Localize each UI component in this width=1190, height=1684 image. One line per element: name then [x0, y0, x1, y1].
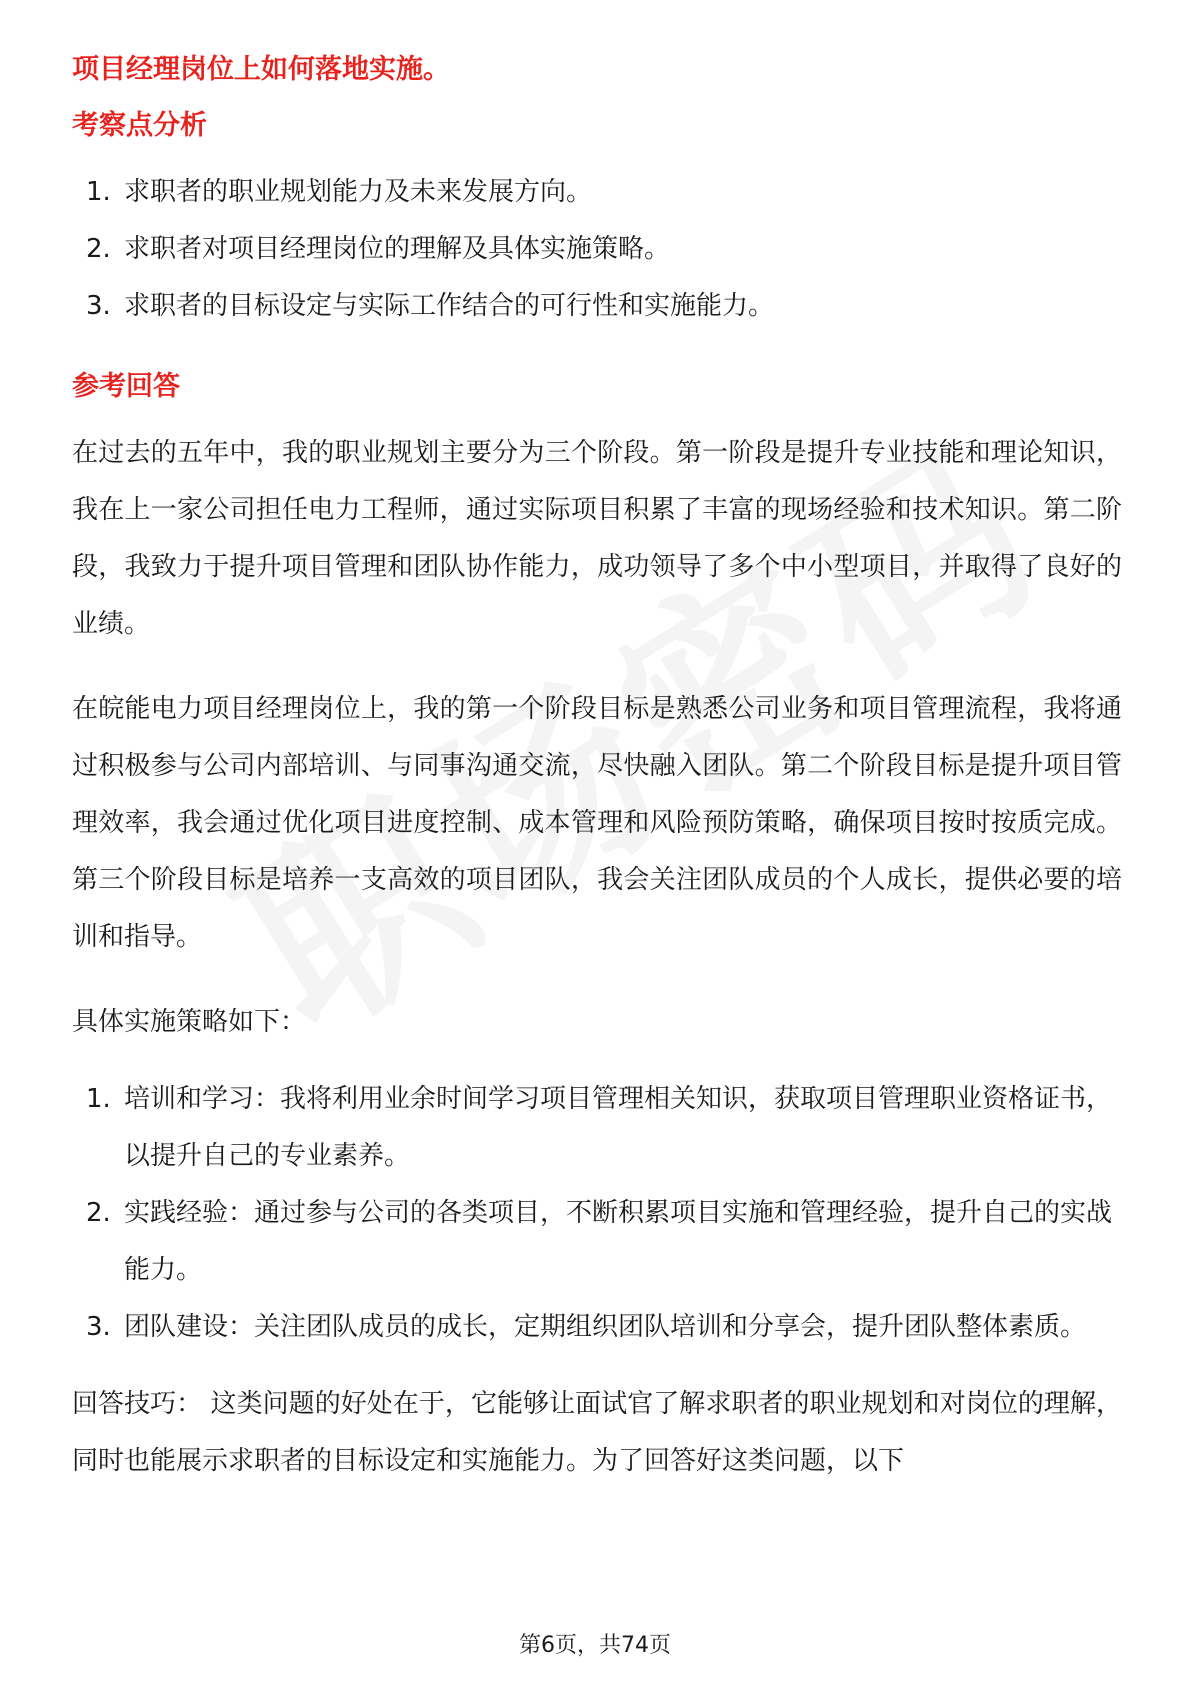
- answer-heading: 参考回答: [72, 371, 180, 402]
- answer-paragraph-1: 在过去的五年中，我的职业规划主要分为三个阶段。第一阶段是提升专业技能和理论知识，我在上一家公司担任电力工程师，通过实际项目积累了丰富的现场经验和技术知识。第二阶段，我致力于提升项目管理和团队协作能力，成功领导了多个中小型项目，并取得了良好的业绩。: [72, 438, 1122, 639]
- list-item-text: 团队建设：关注团队成员的成长，定期组织团队培训和分享会，提升团队整体素质。: [124, 1312, 1087, 1342]
- list-number: 2.: [86, 1198, 111, 1228]
- list-item: [72, 1071, 1122, 1185]
- document-page: [72, 52, 1122, 1490]
- list-number: 2.: [86, 234, 111, 264]
- list-item: [72, 164, 1122, 221]
- list-item-text: 实践经验：通过参与公司的各类项目，不断积累项目实施和管理经验，提升自己的实战能力。: [124, 1198, 1113, 1285]
- list-item: [72, 221, 1122, 278]
- list-number: 3.: [86, 291, 111, 321]
- list-item: [72, 278, 1122, 335]
- list-number: 1.: [86, 1084, 111, 1114]
- page-title: 项目经理岗位上如何落地实施。: [72, 54, 450, 85]
- list-item-text: 培训和学习：我将利用业余时间学习项目管理相关知识，获取项目管理职业资格证书，以提升自己的专业素养。: [124, 1084, 1113, 1171]
- page-footer: 第6页，共74页: [519, 1633, 671, 1658]
- strategy-intro: 具体实施策略如下：: [72, 1007, 307, 1037]
- list-item: [72, 1299, 1122, 1356]
- list-number: 1.: [86, 177, 111, 207]
- list-item-text: 求职者的目标设定与实际工作结合的可行性和实施能力。: [124, 291, 775, 321]
- analysis-list: [72, 164, 1122, 335]
- answer-paragraph-2: 在皖能电力项目经理岗位上，我的第一个阶段目标是熟悉公司业务和项目管理流程，我将通过积极参与公司内部培训、与同事沟通交流，尽快融入团队。第二个阶段目标是提升项目管理效率，我会通过优化项目进度控制、成本管理和风险预防策略，确保项目按时按质完成。第三个阶段目标是培养一支高效的项目团队，我会关注团队成员的个人成长，提供必要的培训和指导。: [72, 694, 1122, 952]
- list-number: 3.: [86, 1312, 111, 1342]
- list-item: [72, 1185, 1122, 1299]
- answer-tips: 回答技巧： 这类问题的好处在于，它能够让面试官了解求职者的职业规划和对岗位的理解，同时也能展示求职者的目标设定和实施能力。为了回答好这类问题，以下: [72, 1389, 1122, 1476]
- list-item-text: 求职者的职业规划能力及未来发展方向。: [124, 177, 593, 207]
- list-item-text: 求职者对项目经理岗位的理解及具体实施策略。: [124, 234, 671, 264]
- analysis-heading: 考察点分析: [72, 110, 207, 141]
- strategy-list: [72, 1071, 1122, 1356]
